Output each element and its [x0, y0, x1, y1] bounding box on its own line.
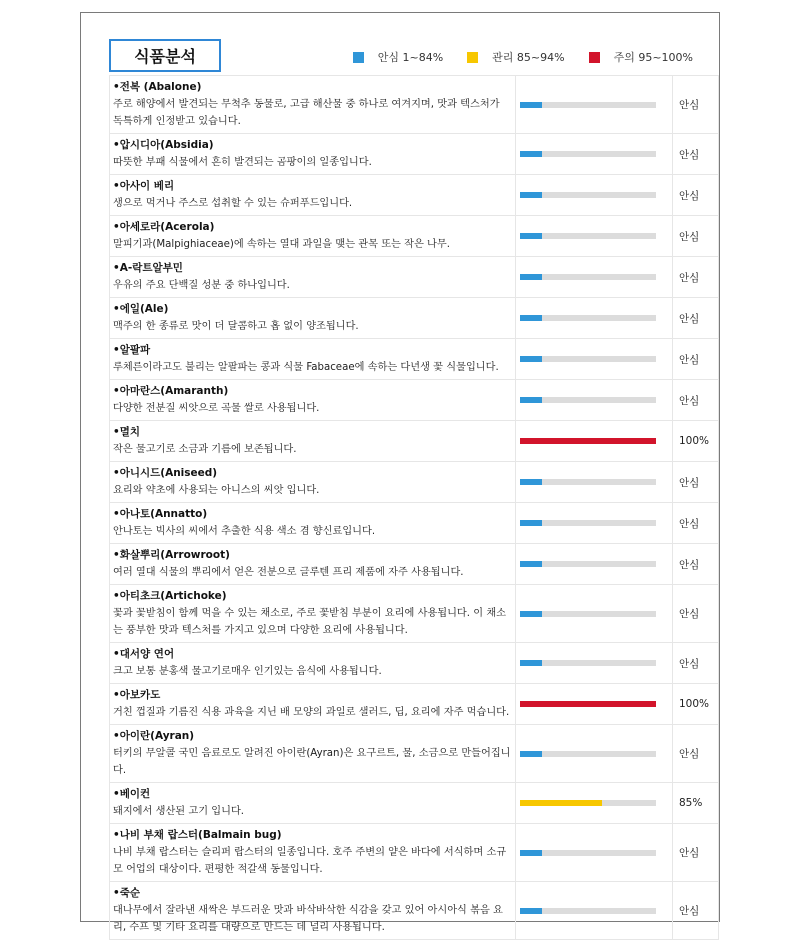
risk-bar-fill	[520, 102, 542, 108]
food-name: •멸치	[113, 426, 140, 438]
risk-status: 100%	[673, 421, 719, 462]
food-description-cell	[110, 824, 516, 882]
food-description: 돼지에서 생산된 고기 입니다.	[113, 806, 245, 817]
food-description-cell	[110, 783, 516, 824]
food-name: •죽순	[113, 887, 140, 899]
table-row	[110, 380, 719, 421]
risk-bar-track	[520, 751, 656, 757]
risk-bar-track	[520, 850, 656, 856]
table-row	[110, 216, 719, 257]
risk-bar-fill	[520, 520, 542, 526]
risk-status: 안심	[673, 339, 719, 380]
food-description-cell	[110, 585, 516, 643]
food-name: •대서양 연어	[113, 648, 175, 660]
risk-bar-fill	[520, 850, 542, 856]
risk-bar-fill	[520, 192, 542, 198]
food-name: •아이란(Ayran)	[113, 730, 195, 742]
risk-bar-cell	[516, 462, 673, 503]
food-description: 맥주의 한 종류로 맛이 더 달콤하고 홉 없이 양조됩니다.	[113, 321, 359, 332]
table-row	[110, 257, 719, 298]
food-name: •아보카도	[113, 689, 161, 701]
legend-item	[589, 49, 693, 65]
table-row	[110, 684, 719, 725]
risk-bar-track	[520, 356, 656, 362]
risk-bar-track	[520, 479, 656, 485]
food-name: •아세로라(Acerola)	[113, 221, 215, 233]
risk-status: 안심	[673, 298, 719, 339]
legend-label: 안심 1~84%	[377, 51, 444, 64]
table-row	[110, 298, 719, 339]
risk-bar-cell	[516, 175, 673, 216]
food-description: 루체른이라고도 불리는 알팔파는 콩과 식물 Fabaceae에 속하는 다년생 꽃 식물입니다.	[113, 362, 499, 373]
risk-bar-track	[520, 233, 656, 239]
risk-bar-track	[520, 660, 656, 666]
risk-status: 안심	[673, 76, 719, 134]
risk-bar-track	[520, 438, 656, 444]
risk-bar-track	[520, 520, 656, 526]
risk-status: 85%	[673, 783, 719, 824]
food-description-cell	[110, 380, 516, 421]
risk-bar-track	[520, 102, 656, 108]
food-description-cell	[110, 421, 516, 462]
food-description-cell	[110, 216, 516, 257]
risk-bar-cell	[516, 643, 673, 684]
risk-bar-cell	[516, 725, 673, 783]
food-description-cell	[110, 339, 516, 380]
food-description: 요리와 약초에 사용되는 아니스의 씨앗 입니다.	[113, 485, 320, 496]
food-description-cell	[110, 257, 516, 298]
risk-bar-track	[520, 315, 656, 321]
table-row	[110, 76, 719, 134]
risk-bar-track	[520, 397, 656, 403]
legend-item	[353, 49, 443, 65]
risk-status: 안심	[673, 503, 719, 544]
legend-swatch	[589, 52, 600, 63]
food-description-cell	[110, 462, 516, 503]
risk-bar-fill	[520, 356, 542, 362]
food-name: •압시디아(Absidia)	[113, 139, 214, 151]
food-description-cell	[110, 175, 516, 216]
food-description-cell	[110, 544, 516, 585]
risk-bar-fill	[520, 660, 542, 666]
legend-label: 관리 85~94%	[492, 51, 565, 64]
risk-bar-fill	[520, 561, 542, 567]
risk-status: 안심	[673, 462, 719, 503]
food-name: •화살뿌리(Arrowroot)	[113, 549, 230, 561]
risk-bar-track	[520, 192, 656, 198]
food-name: •A-락트알부민	[113, 262, 183, 274]
legend-item	[467, 49, 564, 65]
risk-status: 안심	[673, 643, 719, 684]
food-description-cell	[110, 76, 516, 134]
food-description: 안나토는 빅사의 씨에서 추출한 식용 색소 겸 향신료입니다.	[113, 526, 376, 537]
risk-status: 100%	[673, 684, 719, 725]
risk-bar-fill	[520, 315, 542, 321]
risk-bar-cell	[516, 684, 673, 725]
risk-status: 안심	[673, 134, 719, 175]
food-description: 크고 보통 분홍색 물고기로매우 인기있는 음식에 사용됩니다.	[113, 666, 382, 677]
risk-bar-track	[520, 611, 656, 617]
food-description: 다양한 전분질 씨앗으로 곡물 쌀로 사용됩니다.	[113, 403, 320, 414]
risk-bar-fill	[520, 701, 656, 707]
risk-bar-fill	[520, 751, 542, 757]
food-description-cell	[110, 684, 516, 725]
table-row	[110, 824, 719, 882]
table-row	[110, 175, 719, 216]
food-name: •에일(Ale)	[113, 303, 169, 315]
food-description-cell	[110, 643, 516, 684]
risk-status: 안심	[673, 380, 719, 421]
food-name: •알팔파	[113, 344, 151, 356]
risk-status: 안심	[673, 824, 719, 882]
food-description: 꽃과 꽃받침이 함께 먹을 수 있는 채소로, 주로 꽃받침 부분이 요리에 사용됩니다. 이 채소는 풍부한 맛과 텍스처를 가지고 있으며 다양한 요리에 사용됩니다.	[113, 608, 507, 636]
risk-bar-cell	[516, 257, 673, 298]
food-description-cell	[110, 298, 516, 339]
risk-bar-cell	[516, 380, 673, 421]
food-description-cell	[110, 134, 516, 175]
page-title: 식품분석	[109, 39, 221, 72]
risk-bar-fill	[520, 151, 542, 157]
risk-bar-cell	[516, 585, 673, 643]
risk-bar-track	[520, 908, 656, 914]
food-name: •아마란스(Amaranth)	[113, 385, 229, 397]
risk-bar-track	[520, 274, 656, 280]
food-description: 주로 해양에서 발견되는 무척추 동물로, 고급 해산물 중 하나로 여겨지며, 맛과 텍스처가 독특하게 인정받고 있습니다.	[113, 99, 500, 127]
table-row	[110, 421, 719, 462]
food-description: 따뜻한 부패 식물에서 흔히 발견되는 곰팡이의 일종입니다.	[113, 157, 372, 168]
food-name: •베이컨	[113, 788, 151, 800]
risk-bar-fill	[520, 274, 542, 280]
risk-bar-cell	[516, 824, 673, 882]
risk-bar-cell	[516, 544, 673, 585]
table-row	[110, 134, 719, 175]
food-description: 말피기과(Malpighiaceae)에 속하는 열대 과일을 맺는 관목 또는 작은 나무.	[113, 239, 450, 250]
risk-bar-fill	[520, 908, 542, 914]
risk-bar-track	[520, 800, 656, 806]
risk-status: 안심	[673, 882, 719, 940]
risk-bar-cell	[516, 339, 673, 380]
risk-bar-fill	[520, 479, 542, 485]
food-name: •전복 (Abalone)	[113, 81, 202, 93]
risk-bar-cell	[516, 298, 673, 339]
risk-status: 안심	[673, 585, 719, 643]
risk-bar-cell	[516, 134, 673, 175]
risk-bar-cell	[516, 882, 673, 940]
food-name: •아사이 베리	[113, 180, 175, 192]
risk-status: 안심	[673, 544, 719, 585]
risk-bar-cell	[516, 76, 673, 134]
table-row	[110, 462, 719, 503]
risk-bar-track	[520, 561, 656, 567]
food-description: 거친 껍질과 기름진 식용 과육을 지닌 배 모양의 과일로 샐러드, 딥, 요리에 자주 먹습니다.	[113, 707, 510, 718]
food-analysis-table	[109, 75, 719, 940]
legend-swatch	[353, 52, 364, 63]
table-row	[110, 585, 719, 643]
table-row	[110, 544, 719, 585]
food-description: 대나무에서 잘라낸 새싹은 부드러운 맛과 바삭바삭한 식감을 갖고 있어 아시아식 볶음 요리, 수프 및 기타 요리를 대량으로 만드는 데 널리 사용됩니다.	[113, 905, 503, 933]
risk-status: 안심	[673, 257, 719, 298]
food-name: •아티초크(Artichoke)	[113, 590, 227, 602]
risk-bar-track	[520, 701, 656, 707]
food-description: 터키의 무알콜 국민 음료로도 알려진 아이란(Ayran)은 요구르트, 물, 소금으로 만들어집니다.	[113, 748, 511, 776]
risk-status: 안심	[673, 725, 719, 783]
risk-status: 안심	[673, 216, 719, 257]
risk-bar-cell	[516, 503, 673, 544]
risk-bar-cell	[516, 421, 673, 462]
food-description: 나비 부채 랍스터는 슬리퍼 랍스터의 일종입니다. 호주 주변의 얕은 바다에 서식하며 소규모 어업의 대상이다. 편평한 적갈색 동물입니다.	[113, 847, 507, 875]
food-name: •나비 부채 랍스터(Balmain bug)	[113, 829, 282, 841]
risk-bar-track	[520, 151, 656, 157]
table-row	[110, 882, 719, 940]
table-row	[110, 643, 719, 684]
food-description: 우유의 주요 단백질 성분 중 하나입니다.	[113, 280, 290, 291]
food-description: 작은 물고기로 소금과 기름에 보존됩니다.	[113, 444, 297, 455]
risk-bar-fill	[520, 611, 542, 617]
food-description: 생으로 먹거나 주스로 섭취할 수 있는 슈퍼푸드입니다.	[113, 198, 353, 209]
food-description: 여러 열대 식물의 뿌리에서 얻은 전분으로 글루텐 프리 제품에 자주 사용됩니다.	[113, 567, 464, 578]
risk-bar-fill	[520, 438, 656, 444]
risk-bar-fill	[520, 397, 542, 403]
risk-bar-fill	[520, 233, 542, 239]
risk-bar-fill	[520, 800, 602, 806]
food-name: •아나토(Annatto)	[113, 508, 208, 520]
legend-swatch	[467, 52, 478, 63]
table-row	[110, 783, 719, 824]
legend	[335, 49, 693, 65]
food-description-cell	[110, 725, 516, 783]
table-row	[110, 503, 719, 544]
food-description-cell	[110, 503, 516, 544]
risk-bar-cell	[516, 216, 673, 257]
legend-label: 주의 95~100%	[613, 51, 693, 64]
food-name: •아니시드(Aniseed)	[113, 467, 218, 479]
report-sheet	[80, 12, 720, 933]
table-row	[110, 339, 719, 380]
table-row	[110, 725, 719, 783]
food-description-cell	[110, 882, 516, 940]
risk-bar-cell	[516, 783, 673, 824]
risk-status: 안심	[673, 175, 719, 216]
